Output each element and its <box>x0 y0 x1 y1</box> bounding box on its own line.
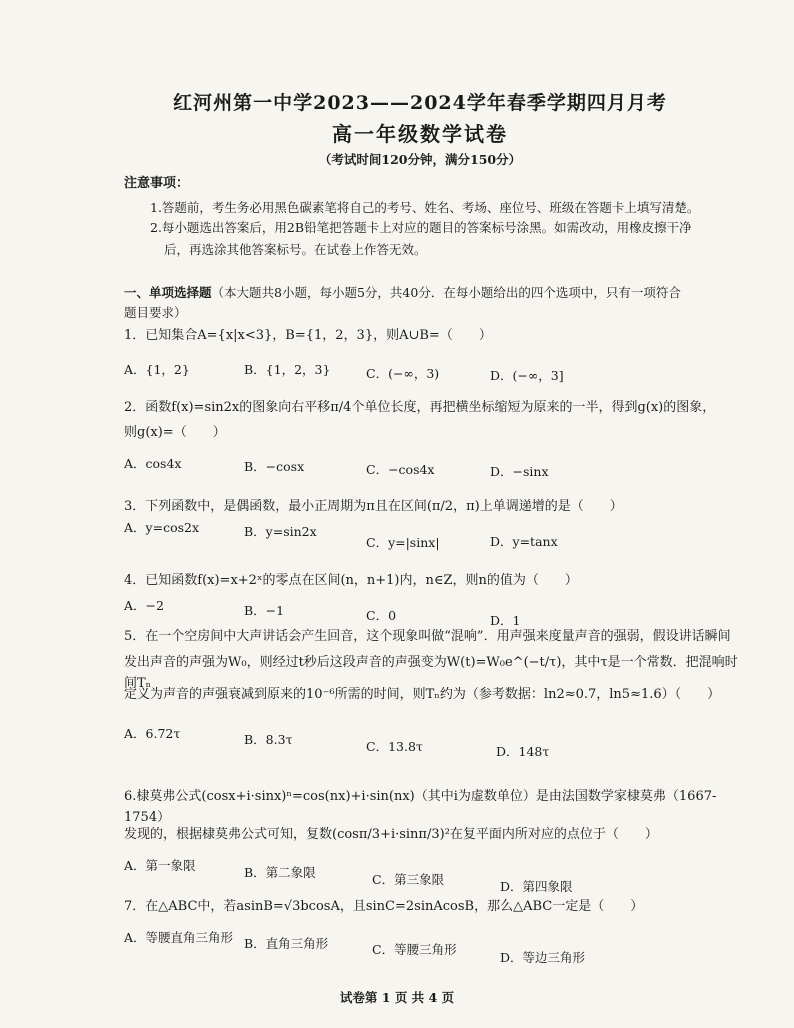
q6-option-c: C．第三象限 <box>372 872 445 887</box>
q7-option-c: C．等腰三角形 <box>372 942 457 957</box>
note-item: 1.答题前，考生务必用黑色碳素笔将自己的考号、姓名、考场、座位号、班级在答题卡上填写清楚。 <box>150 200 700 215</box>
question-7-stem: 7．在△ABC中，若asinB=√3bcosA，且sinC=2sinAcosB，那么△ABC一定是（ ） <box>124 899 644 914</box>
q5-option-a: A．6.72τ <box>124 726 181 741</box>
q7-option-d: D．等边三角形 <box>500 950 586 965</box>
q3-option-c: C．y=|sinx| <box>366 535 440 550</box>
question-4-stem: 4．已知函数f(x)=x+2ˣ的零点在区间(n，n+1)内，n∈Z，则n的值为（ ） <box>124 573 578 588</box>
question-5-stem2: 发出声音的声强为W₀，则经过t秒后这段声音的声强变为W(t)=W₀e^(−t/τ)，其中τ是一个常数．把混响时间Tₙ <box>124 655 738 691</box>
q1-option-d: D．(−∞，3] <box>490 368 564 383</box>
q6-option-a: A．第一象限 <box>124 858 196 873</box>
q2-option-d: D．−sinx <box>490 464 549 479</box>
q4-option-c: C．0 <box>366 608 397 623</box>
q1-option-a: A．{1，2} <box>124 362 190 377</box>
note-item: 后，再选涂其他答案标号。在试卷上作答无效。 <box>164 242 427 257</box>
q2-option-c: C．−cos4x <box>366 462 435 477</box>
q1-option-b: B．{1，2，3} <box>244 362 331 377</box>
question-3-stem: 3．下列函数中，是偶函数，最小正周期为π且在区间(π/2，π)上单调递增的是（ ） <box>124 499 623 514</box>
q1-option-c: C．(−∞，3) <box>366 366 440 381</box>
q6-option-d: D．第四象限 <box>500 879 573 894</box>
q4-option-d: D．1 <box>490 613 521 628</box>
question-6-stem2: 发现的，根据棣莫弗公式可知，复数(cosπ/3+i·sinπ/3)²在复平面内所对应的点位于（ ） <box>124 827 658 842</box>
exam-subtitle: （考试时间120分钟，满分150分） <box>318 152 522 167</box>
q5-option-b: B．8.3τ <box>244 732 293 747</box>
question-5-stem: 5．在一个空房间中大声讲话会产生回音，这个现象叫做“混响”．用声强来度量声音的强弱，假设讲话瞬间 <box>124 629 731 644</box>
q2-option-b: B．−cosx <box>244 459 305 474</box>
note-item: 2.每小题选出答案后，用2B铅笔把答题卡上对应的题目的答案标号涂黑。如需改动，用橡皮擦干净 <box>150 220 692 235</box>
section-title: 一、单项选择题 <box>124 285 212 300</box>
section-desc-line2: 题目要求） <box>124 305 187 320</box>
question-1-stem: 1．已知集合A={x|x<3}，B={1，2，3}，则A∪B=（ ） <box>124 328 492 343</box>
q4-option-b: B．−1 <box>244 603 285 618</box>
q5-option-d: D．148τ <box>496 744 550 759</box>
section-desc: （本大题共8小题，每小题5分，共40分．在每小题给出的四个选项中，只有一项符合 <box>211 285 681 300</box>
question-5-stem3: 定义为声音的声强衰减到原来的10⁻⁶所需的时间，则Tₙ约为（参考数据：ln2≈0.7，ln5≈1.6）（ ） <box>124 687 721 702</box>
exam-title-line2: 高一年级数学试卷 <box>332 122 508 146</box>
question-2-stem: 2．函数f(x)=sin2x的图象向右平移π/4个单位长度，再把横坐标缩短为原来的一半，得到g(x)的图象， <box>124 400 716 415</box>
q3-option-b: B．y=sin2x <box>244 524 317 539</box>
question-6-stem: 6.棣莫弗公式(cosx+i·sinx)ⁿ=cos(nx)+i·sin(nx)（其中i为虚数单位）是由法国数学家棣莫弗（1667-1754） <box>124 789 717 825</box>
q6-option-b: B．第二象限 <box>244 865 316 880</box>
section-header <box>124 282 724 303</box>
q4-option-a: A．−2 <box>124 598 164 613</box>
q7-option-a: A．等腰直角三角形 <box>124 930 234 945</box>
page-footer: 试卷第 1 页 共 4 页 <box>339 990 455 1005</box>
q3-option-a: A．y=cos2x <box>124 520 200 535</box>
q2-option-a: A．cos4x <box>124 456 182 471</box>
question-2-stem2: 则g(x)=（ ） <box>124 425 226 440</box>
q3-option-d: D．y=tanx <box>490 534 558 549</box>
exam-title-line1: 红河州第一中学2023——2024学年春季学期四月月考 <box>173 92 667 114</box>
q7-option-b: B．直角三角形 <box>244 936 329 951</box>
q5-option-c: C．13.8τ <box>366 739 423 754</box>
notes-heading: 注意事项： <box>124 176 190 191</box>
